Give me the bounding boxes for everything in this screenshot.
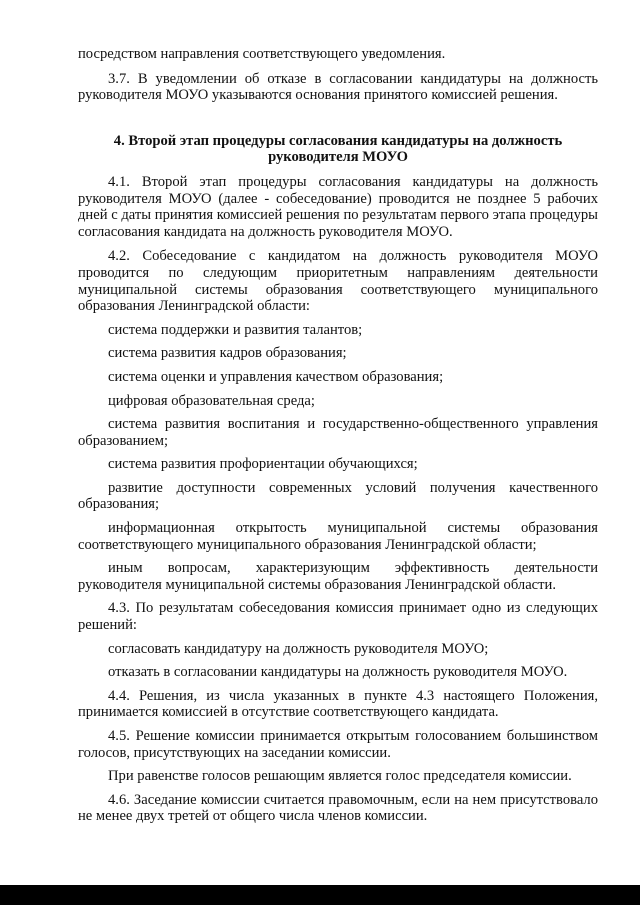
paragraph-4-4: 4.4. Решения, из числа указанных в пункте 4.3 настоящего Положения, принимается комиссией в отсутствие соответствующего кандидата. [78,687,598,721]
section-heading-4 [78,133,598,166]
paragraph-3-7: 3.7. В уведомлении об отказе в согласовании кандидатуры на должность руководителя МОУО указываются основания принятого комиссией решения. [78,70,598,104]
list-item: цифровая образовательная среда; [108,392,315,409]
paragraph-4-6: 4.6. Заседание комиссии считается правомочным, если на нем присутствовало не менее двух третей от общего числа членов комиссии. [78,791,598,825]
paragraph-4-3: 4.3. По результатам собеседования комиссия принимает одно из следующих решений: [78,600,598,634]
section-heading-line-1: 4. Второй этап процедуры согласования кандидатуры на должность [113,132,563,149]
document-page [78,46,598,825]
list-item: система развития профориентации обучающихся; [108,456,418,473]
section-heading-line-2: руководителя МОУО [268,149,408,166]
list-item: согласовать кандидатуру на должность руководителя МОУО; [108,640,489,657]
list-item: иным вопросам, характеризующим эффективность деятельности руководителя муниципальной системы образования Ленинградской области. [78,560,598,593]
list-item: развитие доступности современных условий получения качественного образования; [78,479,598,513]
paragraph-4-5-tie: При равенстве голосов решающим является голос председателя комиссии. [108,768,572,785]
list-item: информационная открытость муниципальной системы образования соответствующего муниципального образования Ленинградской области; [78,520,598,553]
paragraph-4-5: 4.5. Решение комиссии принимается открытым голосованием большинством голосов, присутствующих на заседании комиссии. [78,728,598,761]
paragraph-4-1: 4.1. Второй этап процедуры согласования кандидатуры на должность руководителя МОУО (далее - собеседование) проводится не позднее 5 рабочих дней с даты принятия комиссией решения по результатам первого этапа процедуры согласования кандидата на должность руководителя МОУО. [78,173,598,240]
scan-edge-bar [0,885,640,905]
list-item: система развития кадров образования; [108,345,347,362]
list-item: система поддержки и развития талантов; [108,321,363,338]
paragraph-4-2: 4.2. Собеседование с кандидатом на должность руководителя МОУО проводится по следующим приоритетным направлениям деятельности муниципальной системы образования соответствующего муниципального образования Ленинградской области: [78,248,598,315]
list-item: система оценки и управления качеством образования; [108,368,444,385]
list-item: система развития воспитания и государственно-общественного управления образованием; [78,416,598,449]
paragraph-intro: посредством направления соответствующего уведомления. [78,46,446,62]
list-item: отказать в согласовании кандидатуры на должность руководителя МОУО. [108,664,568,681]
